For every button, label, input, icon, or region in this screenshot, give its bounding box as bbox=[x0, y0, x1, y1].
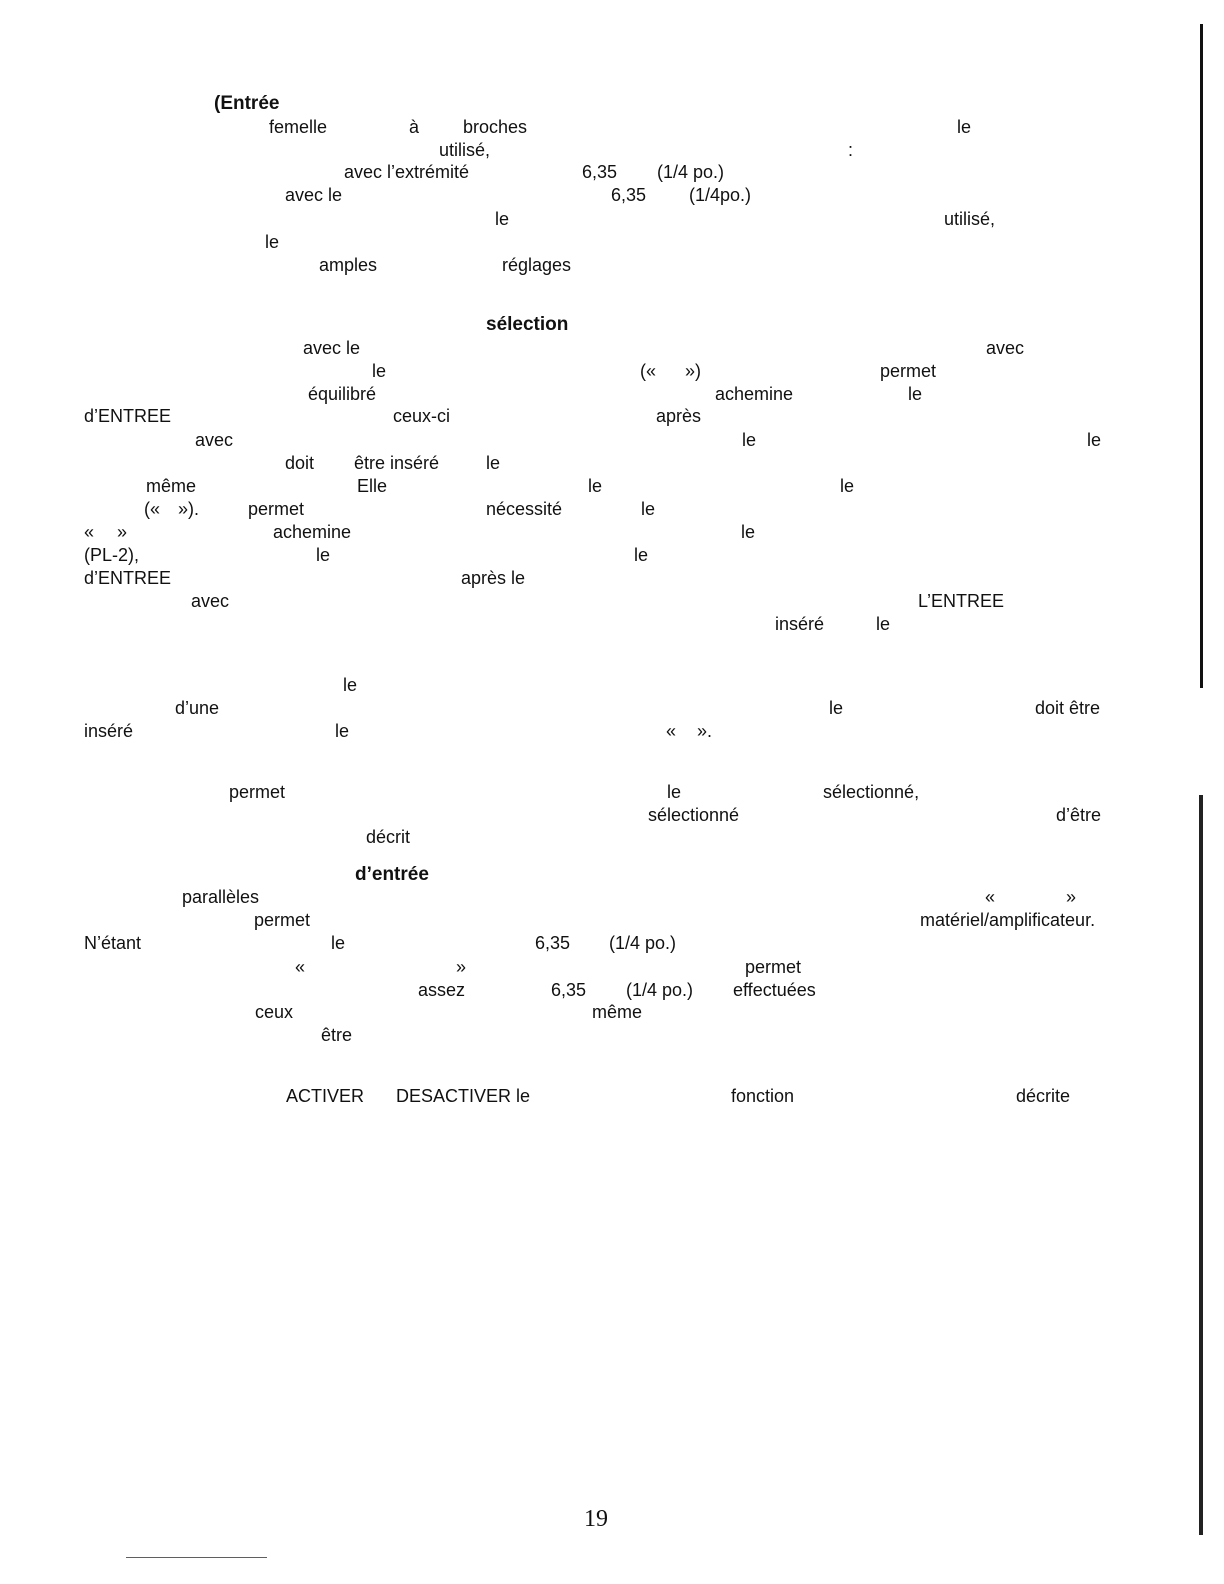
section-heading-entree-parallele: d’entrée bbox=[355, 864, 429, 885]
word: décrit bbox=[366, 827, 411, 847]
word: L’ENTREE bbox=[918, 591, 1005, 611]
word: le bbox=[495, 209, 510, 229]
word: avec bbox=[195, 430, 234, 450]
word: le bbox=[667, 782, 682, 802]
word: doit être bbox=[1035, 698, 1101, 718]
word: le bbox=[316, 545, 331, 565]
word: le bbox=[265, 232, 280, 252]
word: 6,35 bbox=[551, 980, 587, 1000]
word: ceux-ci bbox=[393, 406, 451, 426]
word: être bbox=[321, 1025, 353, 1045]
word: le bbox=[908, 384, 923, 404]
word: ACTIVER bbox=[286, 1086, 365, 1106]
word: permet bbox=[229, 782, 286, 802]
word: « bbox=[666, 721, 677, 741]
word: nécessité bbox=[486, 499, 563, 519]
word: avec bbox=[986, 338, 1025, 358]
word: le bbox=[331, 933, 346, 953]
word: avec le bbox=[303, 338, 361, 358]
word: doit bbox=[285, 453, 315, 473]
word: broches bbox=[463, 117, 528, 137]
word: le bbox=[335, 721, 350, 741]
word: le bbox=[641, 499, 656, 519]
word: après le bbox=[461, 568, 526, 588]
section-heading-entree: (Entrée bbox=[214, 93, 280, 114]
word: 6,35 bbox=[535, 933, 571, 953]
word: (PL-2), bbox=[84, 545, 140, 565]
word: le bbox=[741, 522, 756, 542]
word: 6,35 bbox=[582, 162, 618, 182]
word: (1/4 po.) bbox=[657, 162, 725, 182]
word: « bbox=[84, 522, 95, 542]
word: » bbox=[1066, 887, 1077, 907]
word: » bbox=[456, 957, 467, 977]
word: parallèles bbox=[182, 887, 260, 907]
word: (« bbox=[640, 361, 657, 381]
section-heading-selection: sélection bbox=[486, 314, 569, 335]
word: être inséré bbox=[354, 453, 440, 473]
word: utilisé, bbox=[439, 140, 491, 160]
word: d’être bbox=[1056, 805, 1102, 825]
word: Elle bbox=[357, 476, 388, 496]
word: (1/4po.) bbox=[689, 185, 752, 205]
word: avec le bbox=[285, 185, 343, 205]
word: le bbox=[343, 675, 358, 695]
word: achemine bbox=[715, 384, 794, 404]
word: »). bbox=[178, 499, 200, 519]
word: (« bbox=[144, 499, 161, 519]
word: le bbox=[742, 430, 757, 450]
word: d’une bbox=[175, 698, 220, 718]
word: permet bbox=[745, 957, 802, 977]
word: le bbox=[486, 453, 501, 473]
word: achemine bbox=[273, 522, 352, 542]
word: même bbox=[592, 1002, 643, 1022]
word: permet bbox=[880, 361, 937, 381]
word: le bbox=[634, 545, 649, 565]
word: matériel/amplificateur. bbox=[920, 910, 1096, 930]
word: réglages bbox=[502, 255, 572, 275]
word: même bbox=[146, 476, 197, 496]
word: le bbox=[829, 698, 844, 718]
word: DESACTIVER le bbox=[396, 1086, 531, 1106]
scan-edge-line bbox=[1200, 24, 1203, 688]
word: utilisé, bbox=[944, 209, 996, 229]
page-number: 19 bbox=[584, 1506, 608, 1532]
word: ». bbox=[697, 721, 713, 741]
word: permet bbox=[254, 910, 311, 930]
scan-edge-line bbox=[1199, 795, 1203, 1535]
word: femelle bbox=[269, 117, 328, 137]
word: effectuées bbox=[733, 980, 816, 1000]
footer-rule bbox=[126, 1557, 267, 1558]
word: décrite bbox=[1016, 1086, 1071, 1106]
word: inséré bbox=[84, 721, 134, 741]
word: ceux bbox=[255, 1002, 294, 1022]
word: d’ENTREE bbox=[84, 568, 172, 588]
word: d’ENTREE bbox=[84, 406, 172, 426]
word: sélectionné bbox=[648, 805, 740, 825]
word: fonction bbox=[731, 1086, 795, 1106]
word: sélectionné, bbox=[823, 782, 920, 802]
word: le bbox=[957, 117, 972, 137]
word: ») bbox=[685, 361, 702, 381]
word: inséré bbox=[775, 614, 825, 634]
word: : bbox=[848, 140, 854, 160]
word: à bbox=[409, 117, 420, 137]
word: assez bbox=[418, 980, 466, 1000]
word: » bbox=[117, 522, 128, 542]
word: N’étant bbox=[84, 933, 142, 953]
word: (1/4 po.) bbox=[609, 933, 677, 953]
word: « bbox=[985, 887, 996, 907]
word: après bbox=[656, 406, 702, 426]
word: le bbox=[840, 476, 855, 496]
word: avec l’extrémité bbox=[344, 162, 470, 182]
word: le bbox=[588, 476, 603, 496]
word: amples bbox=[319, 255, 378, 275]
word: (1/4 po.) bbox=[626, 980, 694, 1000]
word: le bbox=[372, 361, 387, 381]
word: le bbox=[876, 614, 891, 634]
word: permet bbox=[248, 499, 305, 519]
word: équilibré bbox=[308, 384, 377, 404]
word: avec bbox=[191, 591, 230, 611]
word: « bbox=[295, 957, 306, 977]
word: 6,35 bbox=[611, 185, 647, 205]
word: le bbox=[1087, 430, 1102, 450]
